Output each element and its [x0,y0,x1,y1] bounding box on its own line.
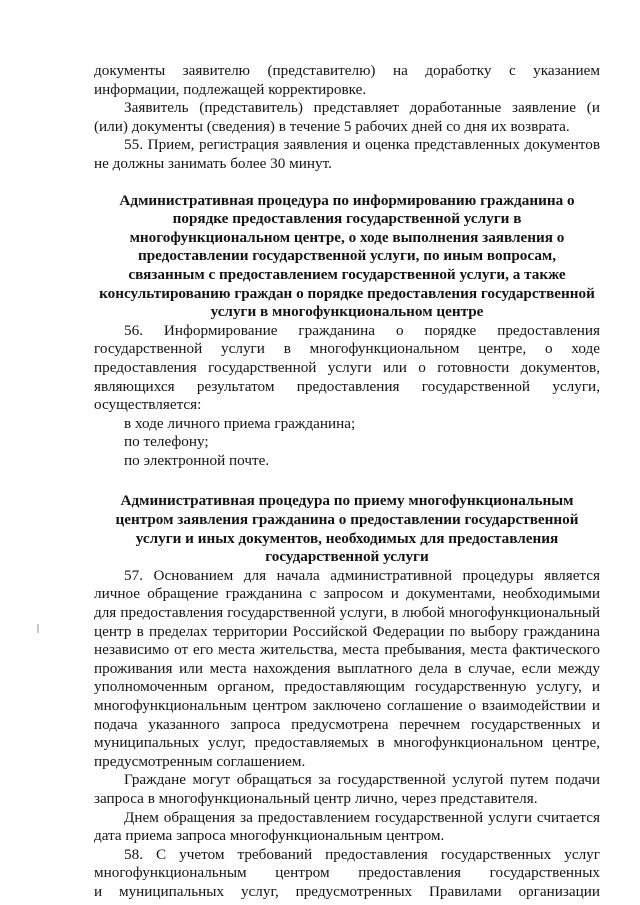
paragraph-55: 55. Прием, регистрация заявления и оценка представленных документов не должны занимать более 30 минут. [94,136,600,172]
paragraph-57: 57. Основанием для начала административной процедуры является личное обращение гражданина с запросом и документами, необходимыми для предоставления государственной услуги, в любой многофункциональный центр в пределах территории Российской Федерации по выбору гражданина независимо от его места жительства, места пребывания, места фактического проживания или места нахождения выплатного дела в случае, если между уполномоченным органом, предоставляющим государственную услугу, и многофункциональным центром заключено соглашение о взаимодействии и подача указанного запроса предусмотрена перечнем государственных и муниципальных услуг, предоставляемых в многофункциональном центре, предусмотренным соглашением. [94,566,600,770]
paragraph-applicant-revision: Заявитель (представитель) представляет доработанные заявление (и (или) документы (сведения) в течение 5 рабочих дней со дня их возврата. [94,99,600,135]
list-item-personal-reception: в ходе личного приема гражданина; [124,414,356,432]
paragraph-56: 56. Информирование гражданина о порядке предоставления государственной услуги в многофункциональном центре, о ходе предоставления государственной услуги или о готовности документов, являющихся результатом предоставления государственной услуги, осуществляется: [94,321,600,414]
paragraph-58-line2: многофункциональным центром предоставления государственных [94,864,600,882]
list-item-email: по электронной почте. [124,451,270,469]
section-heading-informing: Административная процедура по информированию гражданина о порядке предоставления государственной услуги в многофункциональном центре, о ходе выполнения заявления о предоставлении государственной услуги, по иным вопросам, связанным с предоставлением государственной услуги, а также консультированию граждан о порядке предоставления государственной услуги в многофункциональном центре [99,191,595,321]
paragraph-58-line1: 58. С учетом требований предоставления государственных услуг [124,845,600,863]
paragraph-continuation-line2: информации, подлежащей корректировке. [94,80,367,98]
spacer [94,174,600,192]
paragraph-57-citizens: Граждане могут обращаться за государственной услугой путем подачи запроса в многофункциональный центр лично, через представителя. [94,771,600,807]
spacer [94,470,600,492]
paragraph-58-line3: и муниципальных услуг, предусмотренных Правилами организации [94,882,600,900]
paragraph-continuation-line1: документы заявителю (представителю) на доработку с указанием [94,62,600,79]
scan-artifact-mark [37,624,39,633]
section-heading-reception: Административная процедура по приему многофункциональным центром заявления гражданина о предоставлении государственной услуги и иных документов, необходимых для предоставления государственной услуги [115,492,579,566]
list-item-phone: по телефону; [124,433,209,451]
paragraph-57-date: Днем обращения за предоставлением государственной услуги считается дата приема запроса многофункциональным центром. [94,808,600,845]
document-body [94,62,600,902]
